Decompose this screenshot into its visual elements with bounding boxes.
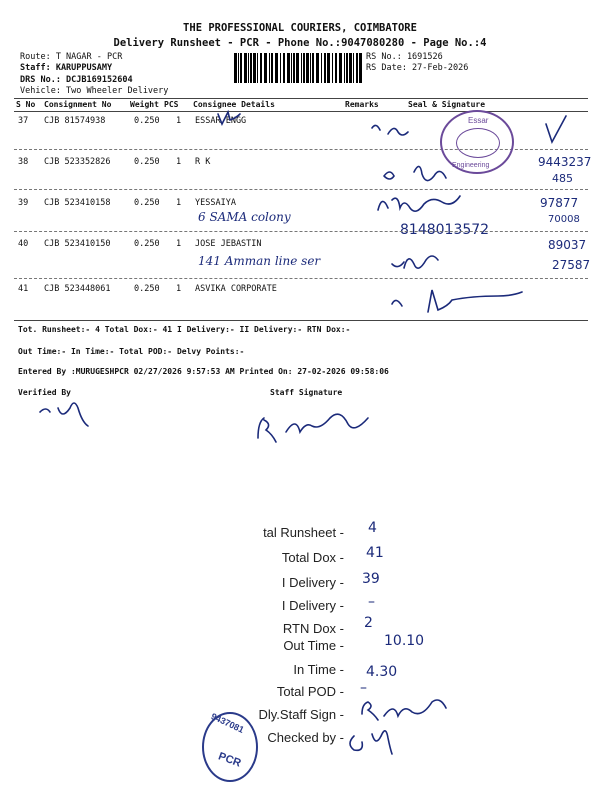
col-weight: Weight: [130, 100, 159, 109]
row-sno: 41: [18, 284, 29, 294]
row-consignee: R K: [195, 157, 211, 167]
row-address-handwritten: 141 Amman line ser: [198, 254, 321, 268]
summary-label-total-pod: Total POD -: [276, 684, 344, 699]
row-sno: 39: [18, 198, 29, 208]
summary-label-rtn-dox: RTN Dox -: [282, 621, 344, 636]
row-sno: 37: [18, 116, 29, 126]
summary-value-in-time: 4.30: [366, 664, 398, 680]
essar-stamp-inner-ring: [456, 128, 500, 158]
summary-value-total-pod: –: [360, 680, 367, 696]
totals-line-2: Out Time:- In Time:- Total POD:- Delvy Points:-: [18, 347, 245, 356]
col-pcs: PCS: [164, 100, 179, 109]
row-consignment: CJB 523410150: [44, 239, 111, 249]
essar-stamp-top: Essar: [468, 116, 489, 125]
row-pcs: 1: [176, 157, 182, 167]
runsheet-subtitle: Delivery Runsheet - PCR - Phone No.:9047080280 - Page No.:4: [113, 37, 487, 49]
row-weight: 0.250: [134, 198, 160, 208]
drs-label: DRS No.: DCJB169152604: [20, 75, 133, 85]
summary-label-i-delivery: I Delivery -: [281, 575, 344, 590]
col-remarks: Remarks: [345, 100, 379, 109]
row-consignee: JOSE JEBASTIN: [195, 239, 262, 249]
col-consignment: Consignment No: [44, 100, 112, 109]
row-consignment: CJB 81574938: [44, 116, 106, 126]
runsheet-title: THE PROFESSIONAL COURIERS, COIMBATORE: [183, 22, 417, 34]
col-seal: Seal & Signature: [408, 100, 486, 109]
route-label: Route: T NAGAR - PCR: [20, 52, 123, 62]
row-phone-handwritten-2: 485: [552, 172, 573, 185]
totals-line-1: Tot. Runsheet:- 4 Total Dox:- 41 I Delivery:- II Delivery:- RTN Dox:-: [18, 325, 351, 334]
row-pcs: 1: [176, 284, 182, 294]
summary-label-runsheet: tal Runsheet -: [263, 525, 344, 540]
row-consignment: CJB 523410158: [44, 198, 111, 208]
col-consignee: Consignee Details: [193, 100, 275, 109]
row-address-handwritten: 6 SAMA colony: [198, 210, 291, 224]
summary-label-ii-delivery: I Delivery -: [281, 598, 344, 613]
summary-value-i-delivery: 39: [362, 571, 380, 587]
summary-label-total-dox: Total Dox -: [281, 550, 344, 565]
summary-label-checked-by: Checked by -: [267, 730, 344, 745]
summary-value-rtn-dox: 2: [364, 615, 373, 631]
row-consignee: YESSAIYA: [195, 198, 236, 208]
row-pcs: 1: [176, 198, 182, 208]
row-consignee: ASVIKA CORPORATE: [195, 284, 277, 294]
pcr-stamp-digits: 9437081: [209, 711, 246, 735]
summary-label-out-time: Out Time -: [283, 638, 344, 653]
summary-value-total-dox: 41: [366, 545, 384, 561]
row-weight: 0.250: [134, 116, 160, 126]
essar-stamp: [440, 110, 514, 174]
pcr-stamp: [202, 712, 258, 782]
entered-by-line: Entered By :MURUGESHPCR 02/27/2026 9:57:53 AM Printed On: 27-02-2026 09:58:06: [18, 367, 389, 376]
row-phone-handwritten: 9443237: [538, 155, 592, 169]
summary-value-ii-delivery: –: [368, 594, 375, 610]
vehicle-label: Vehicle: Two Wheeler Delivery: [20, 86, 169, 96]
row-sno: 38: [18, 157, 29, 167]
row-weight: 0.250: [134, 157, 160, 167]
staff-signature-label: Staff Signature: [270, 388, 343, 397]
row-weight: 0.250: [134, 239, 160, 249]
summary-value-runsheet: 4: [368, 520, 377, 536]
row-receiver-phone-handwritten: 8148013572: [400, 222, 490, 238]
row-consignment: CJB 523352826: [44, 157, 111, 167]
verified-by-label: Verified By: [18, 388, 71, 397]
essar-stamp-bottom: Engineering: [452, 162, 490, 169]
row-phone-handwritten: 97877: [540, 196, 579, 210]
row-phone-handwritten-2: 70008: [548, 214, 580, 225]
staff-label: Staff: KARUPPUSAMY: [20, 63, 113, 73]
rs-number: RS No.: 1691526: [366, 52, 443, 62]
pcr-stamp-label: PCR: [216, 750, 243, 770]
row-phone-handwritten-2: 27587: [552, 258, 591, 272]
row-pcs: 1: [176, 116, 182, 126]
row-sno: 40: [18, 239, 29, 249]
row-weight: 0.250: [134, 284, 160, 294]
summary-label-in-time: In Time -: [293, 662, 344, 677]
row-consignment: CJB 523448061: [44, 284, 111, 294]
row-pcs: 1: [176, 239, 182, 249]
summary-label-dly-staff-sign: Dly.Staff Sign -: [258, 707, 344, 722]
rs-date: RS Date: 27-Feb-2026: [366, 63, 469, 73]
row-consignee: ESSAR ENGG: [195, 116, 247, 126]
row-phone-handwritten: 89037: [548, 238, 587, 252]
summary-value-out-time: 10.10: [384, 633, 425, 649]
col-sno: S No: [16, 100, 36, 109]
